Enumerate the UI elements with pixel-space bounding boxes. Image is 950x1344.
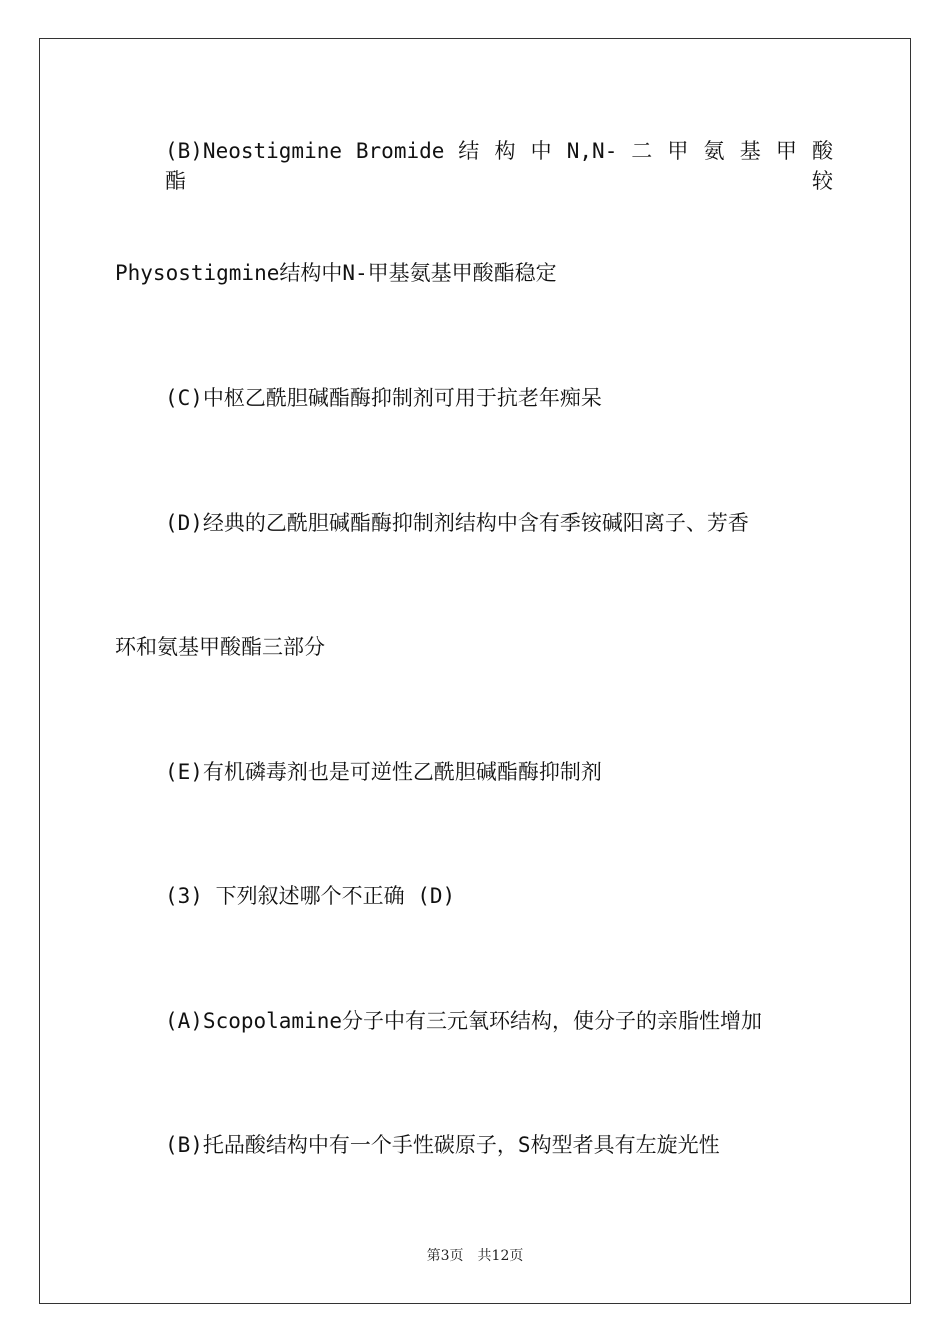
page-border [39,38,911,1304]
text-line-d: (D)经典的乙酰胆碱酯酶抑制剂结构中含有季铵碱阳离子、芳香 [165,511,749,535]
text-line-physostigmine: Physostigmine结构中N-甲基氨基甲酸酯稳定 [115,261,557,285]
page-footer [0,1246,950,1266]
text-line-c: (C)中枢乙酰胆碱酯酶抑制剂可用于抗老年痴呆 [165,386,602,410]
text-line-b-tropic-acid: (B)托品酸结构中有一个手性碳原子，S构型者具有左旋光性 [165,1133,720,1157]
text-line-e: (E)有机磷毒剂也是可逆性乙酰胆碱酯酶抑制剂 [165,760,602,784]
question-3: (3) 下列叙述哪个不正确 (D) [165,884,456,908]
text-line-b-neostigmine: (B)Neostigmine Bromide 结 构 中 N,N- 二 甲 氨 基 甲 酸 酯 较 [165,139,833,193]
text-line-d-continued: 环和氨基甲酸酯三部分 [115,635,325,659]
page-total: 共12页 [477,1248,524,1264]
page-number: 第3页 [426,1248,464,1264]
text-line-a-scopolamine: (A)Scopolamine分子中有三元氧环结构，使分子的亲脂性增加 [165,1009,763,1033]
